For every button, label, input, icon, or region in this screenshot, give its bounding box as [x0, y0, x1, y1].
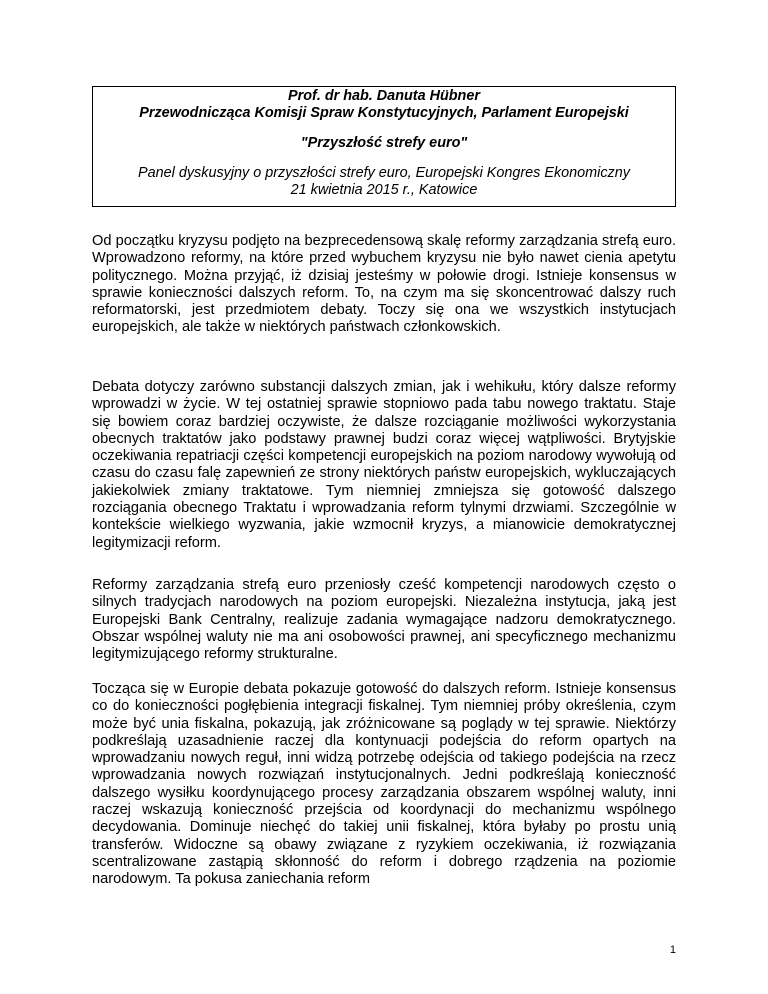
author-role: Przewodnicząca Komisji Spraw Konstytucyjnych, Parlament Europejski — [139, 105, 629, 121]
author-name: Prof. dr hab. Danuta Hübner — [288, 88, 480, 104]
event-date-place: 21 kwietnia 2015 r., Katowice — [290, 182, 478, 198]
body-paragraph: Od początku kryzysu podjęto na bezprecedensową skalę reformy zarządzania strefą euro. Wprowadzono reformy, na które przed wybuchem kryzysu nie było nawet cienia apetytu politycznego. Można przyjąć, iż dzisiaj jesteśmy w połowie drogi. Istnieje konsensus w sprawie konieczności dalszych reform. To, na czym ma się skoncentrować dalszy ruch reformatorski, jest przedmiotem debaty. Toczy się ona we wszystkich instytucjach europejskich, ale także w niektórych państwach członkowskich. — [92, 233, 676, 336]
header-box — [92, 86, 676, 207]
page-number: 1 — [669, 944, 676, 956]
body-paragraph: Reformy zarządzania strefą euro przeniosły cześć kompetencji narodowych często o silnych tradycjach narodowych na poziom europejski. Niezależna instytucja, jaką jest Europejski Bank Centralny, realizuje zadania wymagające nadzoru demokratycznego. Obszar wspólnej waluty nie ma ani osobowości prawnej, ani specyficznego mechanizmu legitymizującego reformy strukturalne. — [92, 577, 676, 663]
body-paragraph: Tocząca się w Europie debata pokazuje gotowość do dalszych reform. Istnieje konsensus co do konieczności pogłębienia integracji fiskalnej. Tym niemniej próby określenia, czym może być unia fiskalna, pokazują, jak zróżnicowane są poglądy w tej sprawie. Niektórzy podkreślają uzasadnienie raczej dla kontynuacji podejścia do reform opartych na wprowadzaniu nowych reguł, inni widzą potrzebę odejścia od takiego podejścia na rzecz wprowadzania nowych rozwiązań instytucjonalnych. Jedni podkreślają konieczność dalszego wysiłku koordynującego procesy zarządzania obszarem wspólnej waluty, inni raczej wskazują konieczność przejścia od koordynacji do mechanizmu wspólnego decydowania. Dominuje niechęć do takiej unii fiskalnej, która byłaby po prostu unią transferów. Widoczne są obawy związane z ryzykiem oczekiwania, iż rozwiązania scentralizowane zastąpią skłonność do reform i dobrego rządzenia na poziomie narodowym. Ta pokusa zaniechania reform — [92, 681, 676, 888]
body-paragraph: Debata dotyczy zarówno substancji dalszych zmian, jak i wehikułu, który dalsze reformy wprowadzi w życie. W tej ostatniej sprawie stopniowo pada tabu nowego traktatu. Staje się bowiem coraz bardziej oczywiste, że dalsze rozciąganie możliwości wykorzystania obecnych traktatów jako podstawy prawnej budzi coraz więcej wątpliwości. Brytyjskie oczekiwania repatriacji części kompetencji europejskich na poziom narodowy wywołują od czasu do czasu falę zapewnień ze strony niektórych państw europejskich, wykluczających jakiekolwiek zmiany traktatowe. Tym niemniej zmniejsza się gotowość dalszego rozciągania obecnego Traktatu i wprowadzania reform tylnymi drzwiami. Szczególnie w kontekście wielkiego wyzwania, jakie wzmocnił kryzys, a mianowicie demokratycznej legitymizacji reform. — [92, 379, 676, 551]
speech-title: "Przyszłość strefy euro" — [300, 135, 468, 151]
event-name: Panel dyskusyjny o przyszłości strefy euro, Europejski Kongres Ekonomiczny — [138, 165, 630, 181]
